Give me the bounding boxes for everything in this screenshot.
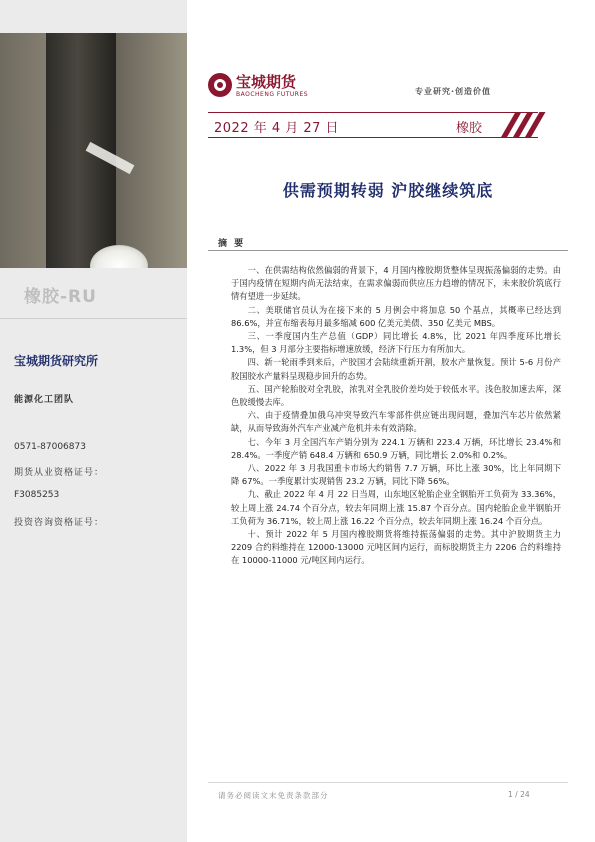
summary-paragraph: 五、国产轮胎胶对全乳胶，浓乳对全乳胶价差均处于较低水平。浅色胶加速去库，深色胶缓慢去库。 [231, 383, 561, 408]
contact-phone: 0571-87006873 [14, 442, 86, 452]
summary-paragraph: 一、在供需结构依然偏弱的背景下，4 月国内橡胶期货整体呈现振荡偏弱的走势。由于国内疫情在短期内尚无法结束，在需求偏弱而供应压力趋增的情况下，未来胶价筑底行情有望进一步延续。 [231, 265, 561, 302]
summary-paragraph: 九、截止 2022 年 4 月 22 日当周，山东地区轮胎企业全钢胎开工负荷为 33.36%，较上周上涨 24.74 个百分点，较去年同期上涨 15.87 个百分点。国内轮胎企业半钢胎开工负荷为 36.71%，较上周上涨 16.22 个百分点，较去年同期上涨 16.24 个百分点。 [231, 489, 561, 526]
summary-divider [208, 250, 568, 251]
product-label: 橡胶-RU [24, 287, 97, 307]
team-name: 能源化工团队 [14, 395, 75, 405]
date-bar [208, 112, 538, 138]
sidebar [0, 0, 187, 842]
institute-name: 宝城期货研究所 [14, 354, 99, 368]
license-number: F3085253 [14, 490, 60, 500]
footer-disclaimer: 请务必阅读文末免责条款部分 [218, 791, 329, 800]
summary-paragraph: 二、美联储官员认为在接下来的 5 月例会中将加息 50 个基点，其概率已经达到 86.6%，并宣布缩表每月最多缩减 600 亿美元美债、350 亿美元 MBS。 [231, 304, 561, 328]
logo-chinese-name: 宝城期货 [236, 73, 297, 91]
report-title: 供需预期转弱 沪胶继续筑底 [282, 181, 494, 200]
report-category: 橡胶 [456, 121, 483, 136]
summary-paragraph: 四、新一轮雨季到来后，产胶国才会陆续重新开割，胶水产量恢复。预计 5-6 月份产胶国胶水产量料呈现稳步回升的态势。 [231, 357, 561, 381]
summary-paragraph: 八、2022 年 3 月我国重卡市场大约销售 7.7 万辆，环比上涨 30%，比上年同期下降 67%。一季度累计实现销售 23.2 万辆，同比下降 56%。 [231, 463, 561, 487]
logo-mark-icon [208, 73, 232, 97]
summary-paragraph: 三、一季度国内生产总值（GDP）同比增长 4.8%，比 2021 年四季度环比增长 1.3%，但 3 月部分主要指标增速放缓，经济下行压力有所加大。 [231, 331, 561, 355]
summary-paragraph: 七、今年 3 月全国汽车产销分别为 224.1 万辆和 223.4 万辆，环比增长 23.4%和 28.4%。一季度产销 648.4 万辆和 650.9 万辆，同比增长 2.0%和 0.2%。 [231, 436, 561, 460]
summary-paragraph: 六、由于疫情叠加俄乌冲突导致汽车零部件供应链出现问题，叠加汽车芯片依然紧缺，从而导致海外汽车产业减产危机并未有效消除。 [231, 410, 561, 434]
footer-divider [208, 782, 568, 783]
rubber-tree-photo [0, 33, 187, 268]
license-label: 期货从业资格证号： [14, 468, 105, 478]
report-date: 2022 年 4 月 27 日 [214, 121, 340, 136]
logo-english-name: BAOCHENG FUTURES [236, 91, 309, 98]
summary-paragraph: 十、预计 2022 年 5 月国内橡胶期货将维持振荡偏弱的走势。其中沪胶期货主力 2209 合约料维持在 12000-13000 元吨区间内运行，而标胶期货主力 2206 合约料维持在 10000-11000 元/吨区间内运行。 [231, 529, 561, 566]
page-number: 1 / 24 [508, 790, 530, 799]
slogan: 专业研究·创造价值 [415, 87, 492, 96]
summary-heading: 摘 要 [218, 239, 246, 249]
summary-content [231, 264, 561, 568]
sidebar-divider [0, 318, 187, 319]
advisor-license-label: 投资咨询资格证号： [14, 518, 105, 528]
